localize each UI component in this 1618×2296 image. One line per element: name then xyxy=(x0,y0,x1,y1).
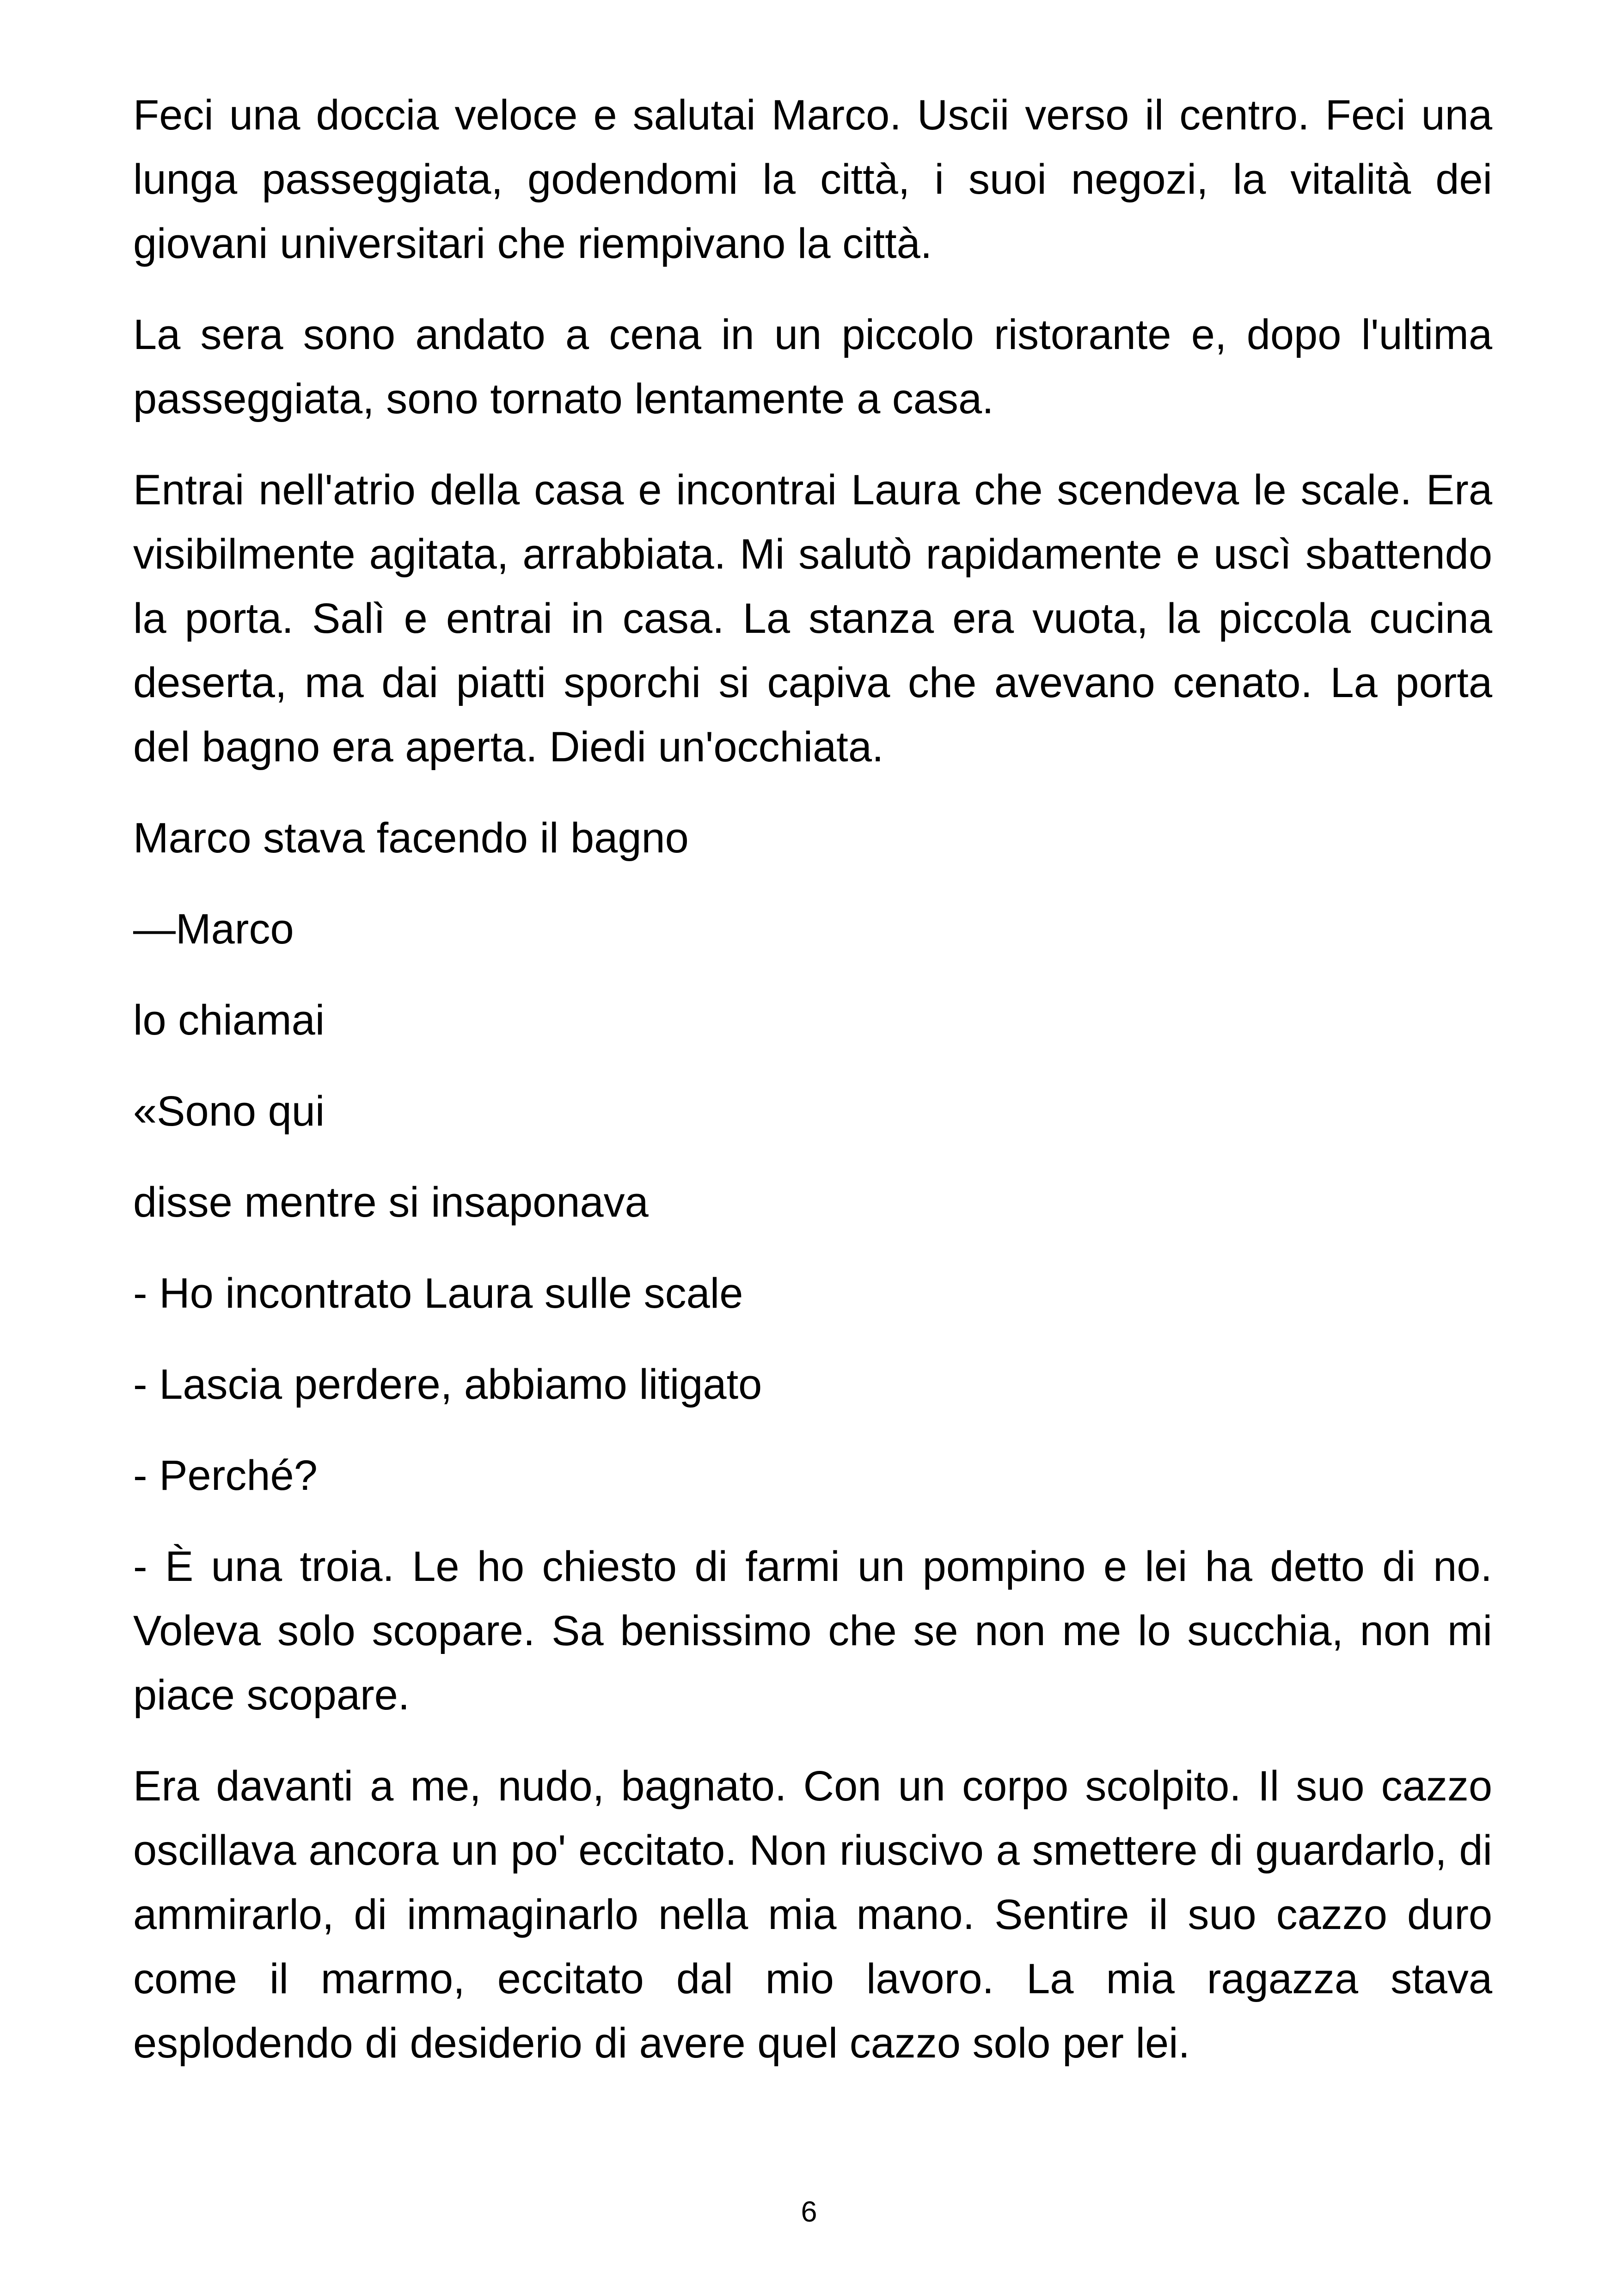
paragraph: —Marco xyxy=(133,906,294,953)
paragraph: - Perché? xyxy=(133,1452,318,1499)
paragraph: - Lascia perdere, abbiamo litigato xyxy=(133,1361,762,1408)
paragraph: disse mentre si insaponava xyxy=(133,1179,649,1226)
paragraph: Entrai nell'atrio della casa e incontrai Laura che scendeva le scale. Era visibilmente agitata, arrabbiata. Mi salutò rapidamente e uscì sbattendo la porta. Salì e entrai in casa. La stanza era vuota, la piccola cucina deserta, ma dai piatti sporchi si capiva che avevano cenato. La porta del bagno era aperta. Diedi un'occhiata. xyxy=(133,466,1492,771)
paragraph: La sera sono andato a cena in un piccolo ristorante e, dopo l'ultima passeggiata, sono tornato lentamente a casa. xyxy=(133,311,1492,422)
paragraph: «Sono qui xyxy=(133,1088,325,1135)
paragraph: lo chiamai xyxy=(133,997,325,1044)
page-number: 6 xyxy=(801,2196,817,2228)
page-body xyxy=(133,83,1492,2102)
paragraph: Era davanti a me, nudo, bagnato. Con un corpo scolpito. Il suo cazzo oscillava ancora un po' eccitato. Non riuscivo a smettere di guardarlo, di ammirarlo, di immaginarlo nella mia mano. Sentire il suo cazzo duro come il marmo, eccitato dal mio lavoro. La mia ragazza stava esplodendo di desiderio di avere quel cazzo solo per lei. xyxy=(133,1763,1492,2067)
paragraph: - Ho incontrato Laura sulle scale xyxy=(133,1270,743,1317)
paragraph: Feci una doccia veloce e salutai Marco. Uscii verso il centro. Feci una lunga passeggiata, godendomi la città, i suoi negozi, la vitalità dei giovani universitari che riempivano la città. xyxy=(133,92,1492,267)
paragraph: Marco stava facendo il bagno xyxy=(133,814,689,862)
paragraph: - È una troia. Le ho chiesto di farmi un pompino e lei ha detto di no. Voleva solo scopare. Sa benissimo che se non me lo succhia, non mi piace scopare. xyxy=(133,1543,1492,1719)
